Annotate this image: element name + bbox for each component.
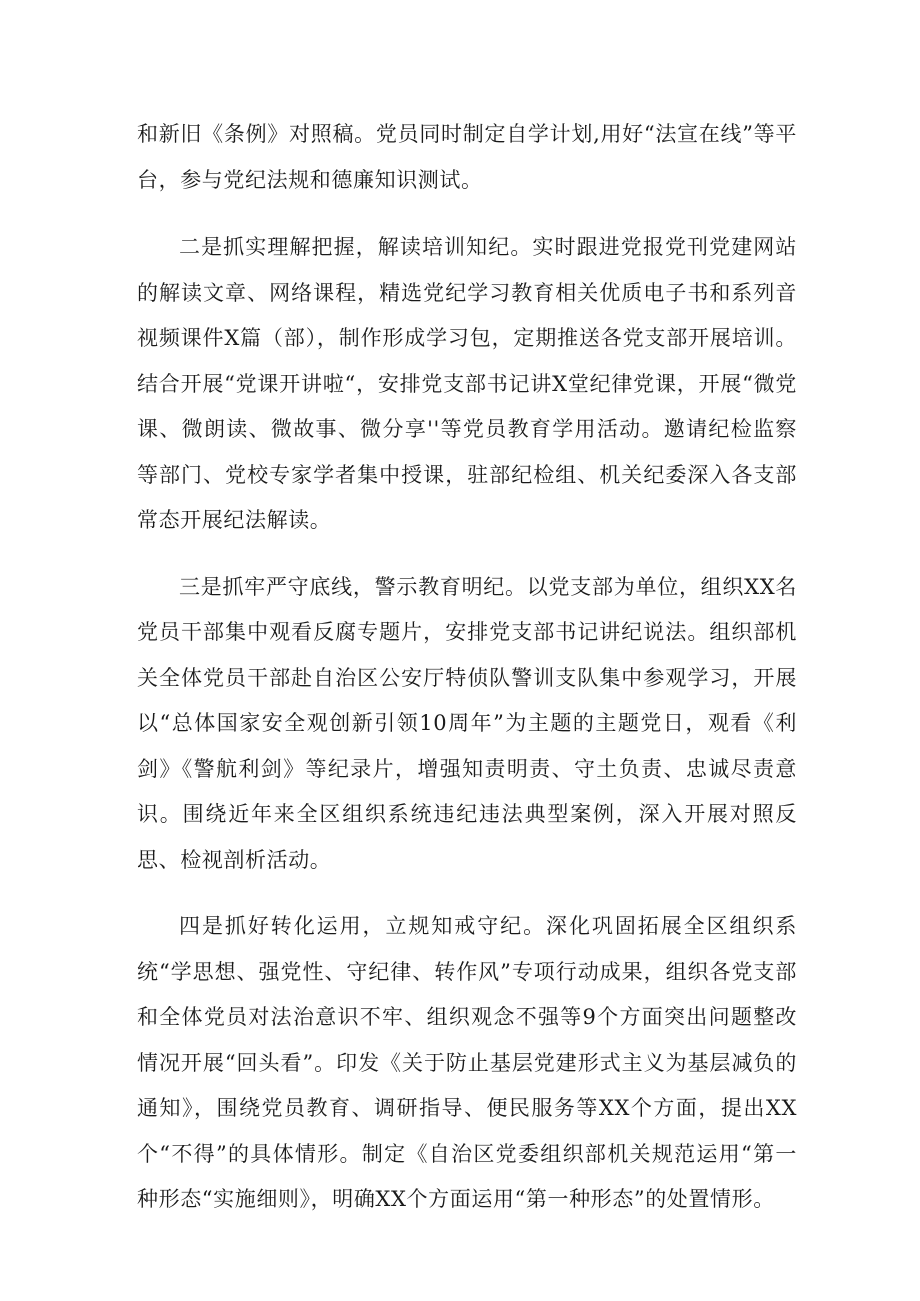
paragraph-point-three: 三是抓牢严守底线，警示教育明纪。以党支部为单位，组织XX名党员干部集中观看反腐专题片，安排党支部书记讲纪说法。组织部机关全体党员干部赴自治区公安厅特侦队警训支队集中参观学习，开展以“总体国家安全观创新引领10周年”为主题的主题党日，观看《利剑》《警航利剑》等纪录片，增强知责明责、守土负责、忠诚尽责意识。围绕近年来全区组织系统违纪违法典型案例，深入开展对照反思、检视剖析活动。 [137,574,797,872]
paragraph-continuation: 和新旧《条例》对照稿。党员同时制定自学计划,用好“法宣在线”等平台，参与党纪法规和德廉知识测试。 [137,122,797,192]
document-body [137,112,797,1223]
paragraph-point-two: 二是抓实理解把握，解读培训知纪。实时跟进党报党刊党建网站的解读文章、网络课程，精选党纪学习教育相关优质电子书和系列音视频课件X篇（部），制作形成学习包，定期推送各党支部开展培训。结合开展“党课开讲啦“，安排党支部书记讲X堂纪律党课，开展“微党课、微朗读、微故事、微分享''等党员教育学用活动。邀请纪检监察等部门、党校专家学者集中授课，驻部纪检组、机关纪委深入各支部常态开展纪法解读。 [137,235,797,532]
paragraph-point-four: 四是抓好转化运用，立规知戒守纪。深化巩固拓展全区组织系统“学思想、强党性、守纪律、转作风”专项行动成果，组织各党支部和全体党员对法治意识不牢、组织观念不强等9个方面突出问题整改情况开展“回头看”。印发《关于防止基层党建形式主义为基层减负的通知》，围绕党员教育、调研指导、便民服务等XX个方面，提出XX个“不得”的具体情形。制定《自治区党委组织部机关规范运用“第一种形态“实施细则》，明确XX个方面运用“第一种形态”的处置情形。 [137,914,797,1211]
